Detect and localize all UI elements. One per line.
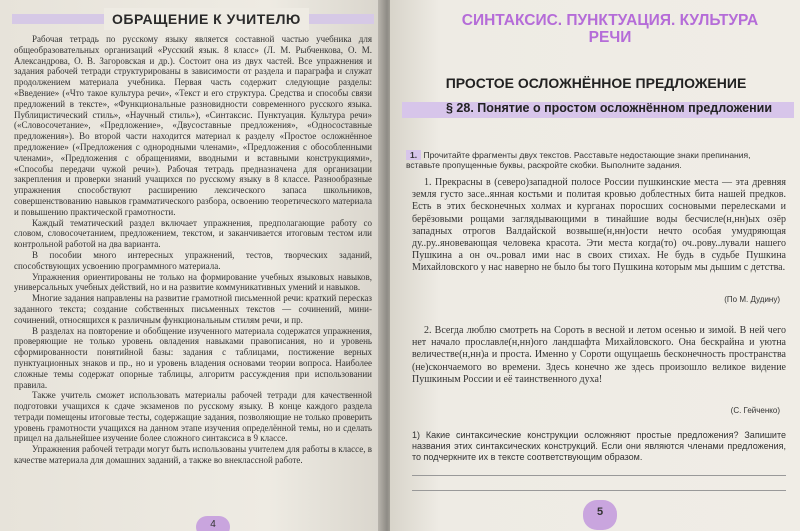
answer-line (412, 475, 786, 476)
paragraph: Рабочая тетрадь по русскому языку является составной частью учебника для общеобразовательных организаций «Русский язык. 8 класс» (Л. М. Рыбченкова, О. М. Александрова, О. В. Загоровская и др.). Состоит она из двух частей. Все упражнения и задания рабочей тетради структурированы в зависимости от раздела и параграфа и служат продолжением материала учебника. Первая часть содержит следующие разделы: «Введение» («Что такое культура речи», «Текст и его структура. Средства и способы связи предложений в тексте», «Функциональные разновидности современного русского языка. Публицистический стиль», «Научный стиль»), «Синтаксис. Пунктуация. Культура речи» («Словосочетание», «Предложение», «Двусоставные предложения», «Односоставные предложения»). Во второй части находится материал к разделу «Простое осложнённое предложение» («Предложения с однородными членами», «Предложения с обособленными членами», «Предложения с обращениями, вводными и вставными конструкциями», «Способы передачи чужой речи»). Рабочая тетрадь предназначена для организации закрепления и проверки знаний учащихся по русскому языку в 8 классе. Разнообразные упражнения способствуют расширению лексического запаса школьников, совершенствованию навыков грамматического разбора, освоению теоретического материала и повышению практической грамотности. (14, 34, 372, 217)
right-page-number: 5 (583, 500, 617, 530)
paragraph: В пособии много интересных упражнений, тестов, творческих заданий, способствующих усвоению программного материала. (14, 249, 372, 271)
exercise-text-2 (412, 325, 786, 386)
task-text: Прочитайте фрагменты двух текстов. Расставьте недостающие знаки препинания, вставьте пропущенные буквы, раскройте скобки. Выполните задания. (406, 150, 751, 170)
author-credit: (С. Гейченко) (730, 406, 780, 415)
paragraph: Каждый тематический раздел включает упражнения, предполагающие работу со словом, словосочетанием, предложением, текстом, и заканчивается итоговым тестом или контрольной работой на два варианта. (14, 217, 372, 250)
question-text: 1) Какие синтаксические конструкции осложняют простые предложения? Запишите названия этих синтаксических конструкций. Если они являются членами предложения, то подчеркните их в тексте соответствующим образом. (412, 430, 786, 462)
right-page (390, 0, 800, 531)
author-credit: (По М. Дудину) (724, 295, 780, 304)
paragraph-heading (402, 100, 794, 144)
text-fragment: 1. Прекрасны в (северо)западной полосе России пушкинские места — эта древняя земля густо засе..янная костьми и политая кровью доблестных бита нашей предков. Есть в этих бесконечных холмах и курганах поросших сосновыми перелесками и берёзовыми рощами заглядывающими в тинайшие воды бесчисле(н,нн)ых озёр западных отрогов Валдайской возвыше(н,нн)ости нечто особая умудряющая ду..ру..яновевающая человека красота. Эти места когда(то) оч..рову..лували нашего Пушкина а он оч..ровал ими нас в своих стихах. Не будь в судьбе Пушкина Михайловского у нас наверно не было бы того Пушкина которым мы дышим с детства. (412, 177, 786, 274)
section-header: ПРОСТОЕ ОСЛОЖНЁННОЕ ПРЕДЛОЖЕНИЕ (445, 75, 747, 91)
paragraph: Многие задания направлены на развитие грамотной письменной речи: краткий пересказ заданного текста; создание собственных письменных текстов — сочинений, мини-сочинений, относящихся к различным функциональным стилям речи, и пр. (14, 293, 372, 325)
paragraph: В разделах на повторение и обобщение изученного материала содержатся упражнения, проверяющие не только уровень овладения навыками правописания, но и уровень сформированности понятийной базы: задания с таблицами, постижение верных пунктуационных знаков и пр., но и уровень владения основами теории вопроса. Наиболее сложные темы содержат опорные таблицы, алгоритм рассуждения при использовании правила. (14, 325, 372, 390)
paragraph: Также учитель сможет использовать материалы рабочей тетради для качественной подготовки учащихся к сдаче экзаменов по русскому языку. В конце каждого раздела тетради помещены итоговые тесты, содержащие задания, позволяющие не только проверить уровень грамотности учащихся на данном этапе изучения определённой темы, но и сделать прицел на дальнейшее изучение более сложного синтаксиса в 9 классе. (14, 390, 372, 444)
left-page (0, 0, 384, 531)
chapter-title: СИНТАКСИС. ПУНКТУАЦИЯ. КУЛЬТУРА РЕЧИ (461, 12, 759, 46)
teacher-address-text (14, 34, 372, 466)
left-page-title: ОБРАЩЕНИЕ К УЧИТЕЛЮ (104, 8, 309, 30)
answer-line (412, 490, 786, 491)
exercise-text-1 (412, 177, 786, 275)
task-instruction (406, 150, 786, 170)
paragraph: Упражнения рабочей тетради могут быть использованы учителем для работы в классе, в качестве материала для домашних заданий, а также во внеклассной работе. (14, 444, 372, 466)
left-page-header (12, 8, 374, 30)
paragraph: Упражнения ориентированы не только на формирование учебных языковых навыков, универсальных учебных действий, но и на развитие коммуникативных умений и навыков. (14, 271, 372, 293)
left-page-number: 4 (196, 516, 230, 531)
text-fragment: 2. Всегда люблю смотреть на Сороть в весной и летом осенью и зимой. В ней чего нет начало прославле(н,нн)ого ландшафта Михайловского. Она бескрайна и уютна величестве(н,нн)а и проста. Именно у Сороти ощущаешь бесконечность пространства (не)скончаемого во времени. Здесь конечно же здесь произошло великое видение Пушкиным России и её таинственного духа! (412, 325, 786, 385)
task-number: 1. (406, 150, 421, 160)
paragraph-title: § 28. Понятие о простом осложнённом предложении (446, 101, 773, 115)
